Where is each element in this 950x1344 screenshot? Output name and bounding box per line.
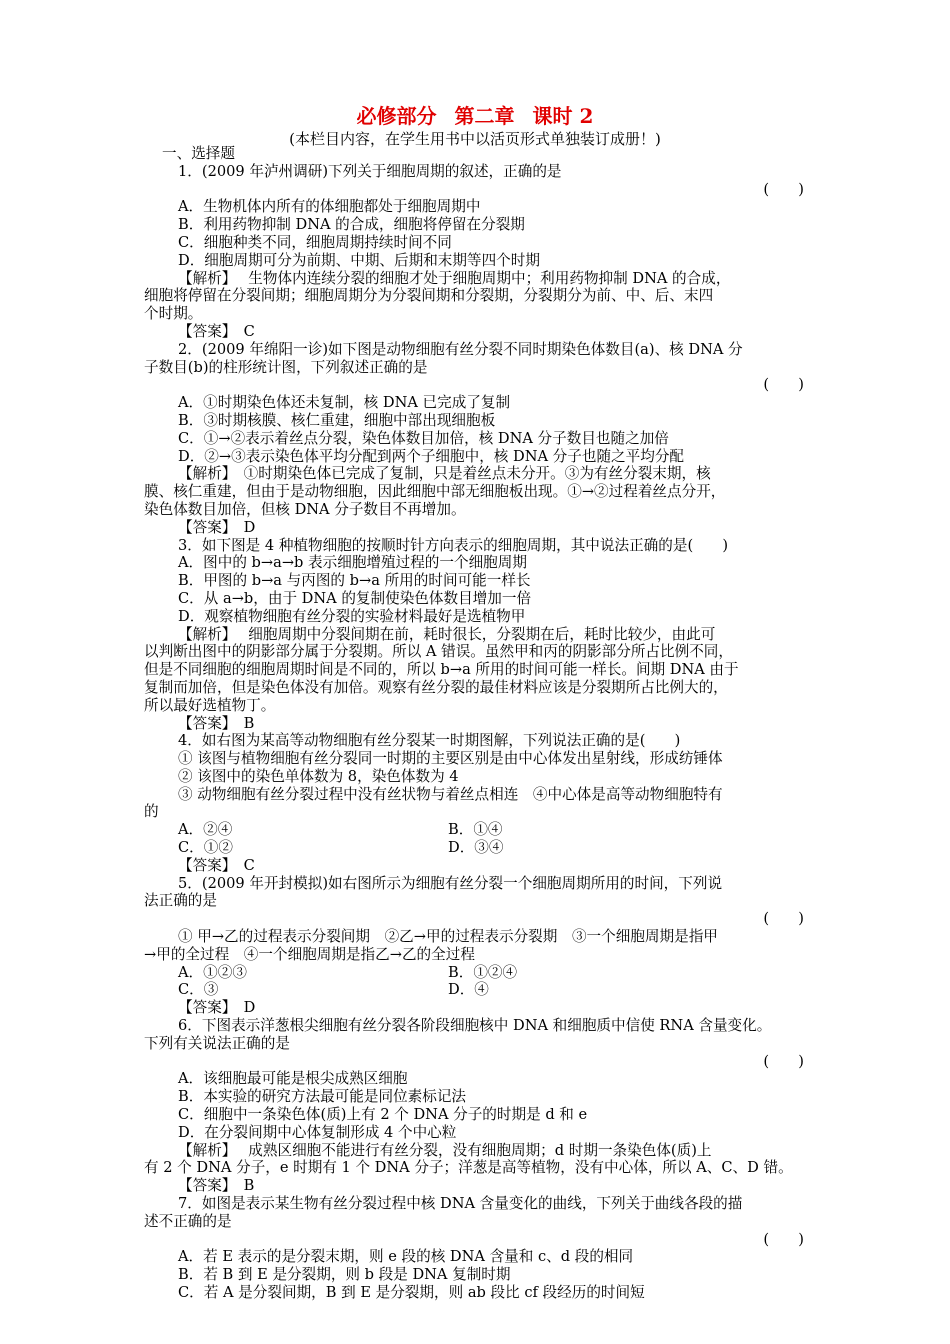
q2-answer: 【答案】 D: [178, 518, 256, 536]
q7-stem-2: 述不正确的是: [144, 1212, 232, 1230]
q5-statement-1: ① 甲→乙的过程表示分裂间期 ②乙→甲的过程表示分裂期 ③一个细胞周期是指甲: [178, 928, 718, 946]
q6-option-a: A．该细胞最可能是根尖成熟区细胞: [178, 1070, 408, 1088]
q1-answer-blank: ( ): [763, 180, 804, 198]
q6-option-c: C．细胞中一条染色体(质)上有 2 个 DNA 分子的时期是 d 和 e: [178, 1106, 588, 1124]
q4-option-d: D．③④: [448, 839, 504, 857]
q1-option-c: C．细胞种类不同，细胞周期持续时间不同: [178, 233, 452, 251]
q4-option-b: B．①④: [448, 821, 503, 839]
q7-stem-1: 7．如图是表示某生物有丝分裂过程中核 DNA 含量变化的曲线，下列关于曲线各段的描: [178, 1195, 743, 1213]
q3-explanation-5: 所以最好选植物丁。: [144, 696, 276, 714]
q5-option-c: C．③: [178, 981, 219, 999]
q5-statement-2: →甲的全过程 ④一个细胞周期是指乙→乙的全过程: [144, 945, 475, 963]
q3-option-a: A．图中的 b→a→b 表示细胞增殖过程的一个细胞周期: [178, 554, 527, 572]
q1-stem: 1．(2009 年泸州调研)下列关于细胞周期的叙述，正确的是: [178, 162, 562, 180]
q2-blank-line: [144, 376, 808, 394]
q5-stem-2: 法正确的是: [144, 892, 217, 910]
section-heading: 一、选择题: [162, 145, 235, 162]
q1-explanation-3: 个时期。: [144, 305, 203, 323]
q5-option-b: B．①②④: [448, 963, 518, 981]
q5-blank-line: [144, 910, 808, 928]
q7-option-a: A．若 E 表示的是分裂末期，则 e 段的核 DNA 含量和 c、d 段的相同: [178, 1248, 634, 1266]
page-subtitle: (本栏目内容，在学生用书中以活页形式单独装订成册！): [289, 130, 661, 148]
q5-options-row-2: [144, 981, 808, 999]
q2-explanation-2: 膜、核仁重建，但由于是动物细胞，因此细胞中部无细胞板出现。①→②过程着丝点分开，: [144, 483, 726, 501]
q4-statement-4: 的: [144, 803, 159, 821]
q3-stem: 3．如下图是 4 种植物细胞的按顺时针方向表示的细胞周期，其中说法正确的是( ): [178, 536, 729, 554]
q4-option-c: C．①②: [178, 839, 233, 857]
q6-answer-blank: ( ): [763, 1052, 804, 1070]
q4-option-a: A．②④: [178, 821, 233, 839]
q2-explanation-3: 染色体数目加倍，但核 DNA 分子数目不再增加。: [144, 500, 466, 518]
q3-option-d: D．观察植物细胞有丝分裂的实验材料最好是选植物甲: [178, 607, 526, 625]
q6-stem-2: 下列有关说法正确的是: [144, 1034, 290, 1052]
q5-stem-1: 5．(2009 年开封模拟)如右图所示为细胞有丝分裂一个细胞周期所用的时间，下列说: [178, 874, 723, 892]
q7-blank-line: [144, 1231, 808, 1249]
q3-option-c: C．从 a→b，由于 DNA 的复制使染色体数目增加一倍: [178, 589, 532, 607]
q2-option-d: D．②→③表示染色体平均分配到两个子细胞中，核 DNA 分子也随之平均分配: [178, 447, 685, 465]
q3-explanation-1: 【解析】 细胞周期中分裂间期在前，耗时很长，分裂期在后，耗时比较少，由此可: [178, 625, 716, 643]
q1-answer: 【答案】 C: [178, 322, 255, 340]
q4-stem: 4．如右图为某高等动物细胞有丝分裂某一时期图解，下列说法正确的是( ): [178, 732, 681, 750]
q1-blank-line: [144, 181, 808, 199]
q2-explanation-1: 【解析】 ①时期染色体已完成了复制，只是着丝点未分开。③为有丝分裂末期，核: [178, 465, 711, 483]
q4-statement-2: ② 该图中的染色单体数为 8，染色体数为 4: [178, 767, 459, 785]
q1-explanation-2: 细胞将停留在分裂间期；细胞周期分为分裂间期和分裂期，分裂期分为前、中、后、末四: [144, 287, 714, 305]
title-chapter: 第二章: [454, 104, 515, 128]
q2-stem-2: 子数目(b)的柱形统计图，下列叙述正确的是: [144, 358, 428, 376]
q2-stem-1: 2．(2009 年绵阳一诊)如下图是动物细胞有丝分裂不同时期染色体数目(a)、核 DNA 分: [178, 340, 743, 358]
q7-option-c: C．若 A 是分裂间期，B 到 E 是分裂期，则 ab 段比 cf 段经历的时间短: [178, 1284, 645, 1301]
q6-stem-1: 6．下图表示洋葱根尖细胞有丝分裂各阶段细胞核中 DNA 和细胞质中信使 RNA 含量变化。: [178, 1017, 772, 1035]
q6-answer: 【答案】 B: [178, 1177, 255, 1195]
q5-options-row-1: [144, 964, 808, 982]
q1-option-d: D．细胞周期可分为前期、中期、后期和末期等四个时期: [178, 251, 540, 269]
q6-explanation-1: 【解析】 成熟区细胞不能进行有丝分裂，没有细胞周期；d 时期一条染色体(质)上: [178, 1141, 712, 1159]
document-body: [144, 145, 808, 1302]
q5-answer: 【答案】 D: [178, 999, 256, 1017]
q6-option-b: B．本实验的研究方法最可能是同位素标记法: [178, 1088, 467, 1106]
q4-statement-3: ③ 动物细胞有丝分裂过程中没有丝状物与着丝点相连 ④中心体是高等动物细胞特有: [178, 785, 723, 803]
q2-option-b: B．③时期核膜、核仁重建，细胞中部出现细胞板: [178, 411, 496, 429]
q1-option-a: A．生物机体内所有的体细胞都处于细胞周期中: [178, 198, 481, 216]
title-part: 必修部分: [356, 104, 437, 128]
q3-explanation-4: 复制而加倍，但是染色体没有加倍。观察有丝分裂的最佳材料应该是分裂期所占比例大的，: [144, 678, 728, 696]
q5-answer-blank: ( ): [763, 910, 804, 928]
q3-answer: 【答案】 B: [178, 714, 255, 732]
q4-statement-1: ① 该图与植物细胞有丝分裂同一时期的主要区别是由中心体发出星射线，形成纺锤体: [178, 750, 723, 768]
q7-option-b: B．若 B 到 E 是分裂期，则 b 段是 DNA 复制时期: [178, 1266, 511, 1284]
q5-option-d: D．④: [448, 981, 489, 999]
q2-option-c: C．①→②表示着丝点分裂，染色体数目加倍，核 DNA 分子数目也随之加倍: [178, 429, 669, 447]
q5-option-a: A．①②③: [178, 963, 247, 981]
q4-answer: 【答案】 C: [178, 856, 255, 874]
q4-options-row-1: [144, 821, 808, 839]
q6-option-d: D．在分裂间期中心体复制形成 4 个中心粒: [178, 1123, 457, 1141]
q2-option-a: A．①时期染色体还未复制，核 DNA 已完成了复制: [178, 394, 511, 412]
title-lesson: 课时 2: [532, 104, 594, 128]
q3-explanation-2: 以判断出图中的阴影部分属于分裂期。所以 A 错误。虽然甲和丙的阴影部分所占比例不同，: [144, 643, 733, 661]
q1-option-b: B．利用药物抑制 DNA 的合成，细胞将停留在分裂期: [178, 216, 525, 234]
q6-blank-line: [144, 1053, 808, 1071]
q2-answer-blank: ( ): [763, 376, 804, 394]
page-title: [0, 103, 950, 129]
q1-explanation-1: 【解析】 生物体内连续分裂的细胞才处于细胞周期中；利用药物抑制 DNA 的合成，: [178, 269, 731, 287]
q4-options-row-2: [144, 839, 808, 857]
q7-answer-blank: ( ): [763, 1230, 804, 1248]
q3-explanation-3: 但是不同细胞的细胞周期时间是不同的，所以 b→a 所用的时间可能一样长。间期 DNA 由于: [144, 661, 739, 679]
q6-explanation-2: 有 2 个 DNA 分子，e 时期有 1 个 DNA 分子；洋葱是高等植物，没有中心体，所以 A、C、D 错。: [144, 1159, 793, 1177]
q3-option-b: B．甲图的 b→a 与丙图的 b→a 所用的时间可能一样长: [178, 572, 531, 590]
